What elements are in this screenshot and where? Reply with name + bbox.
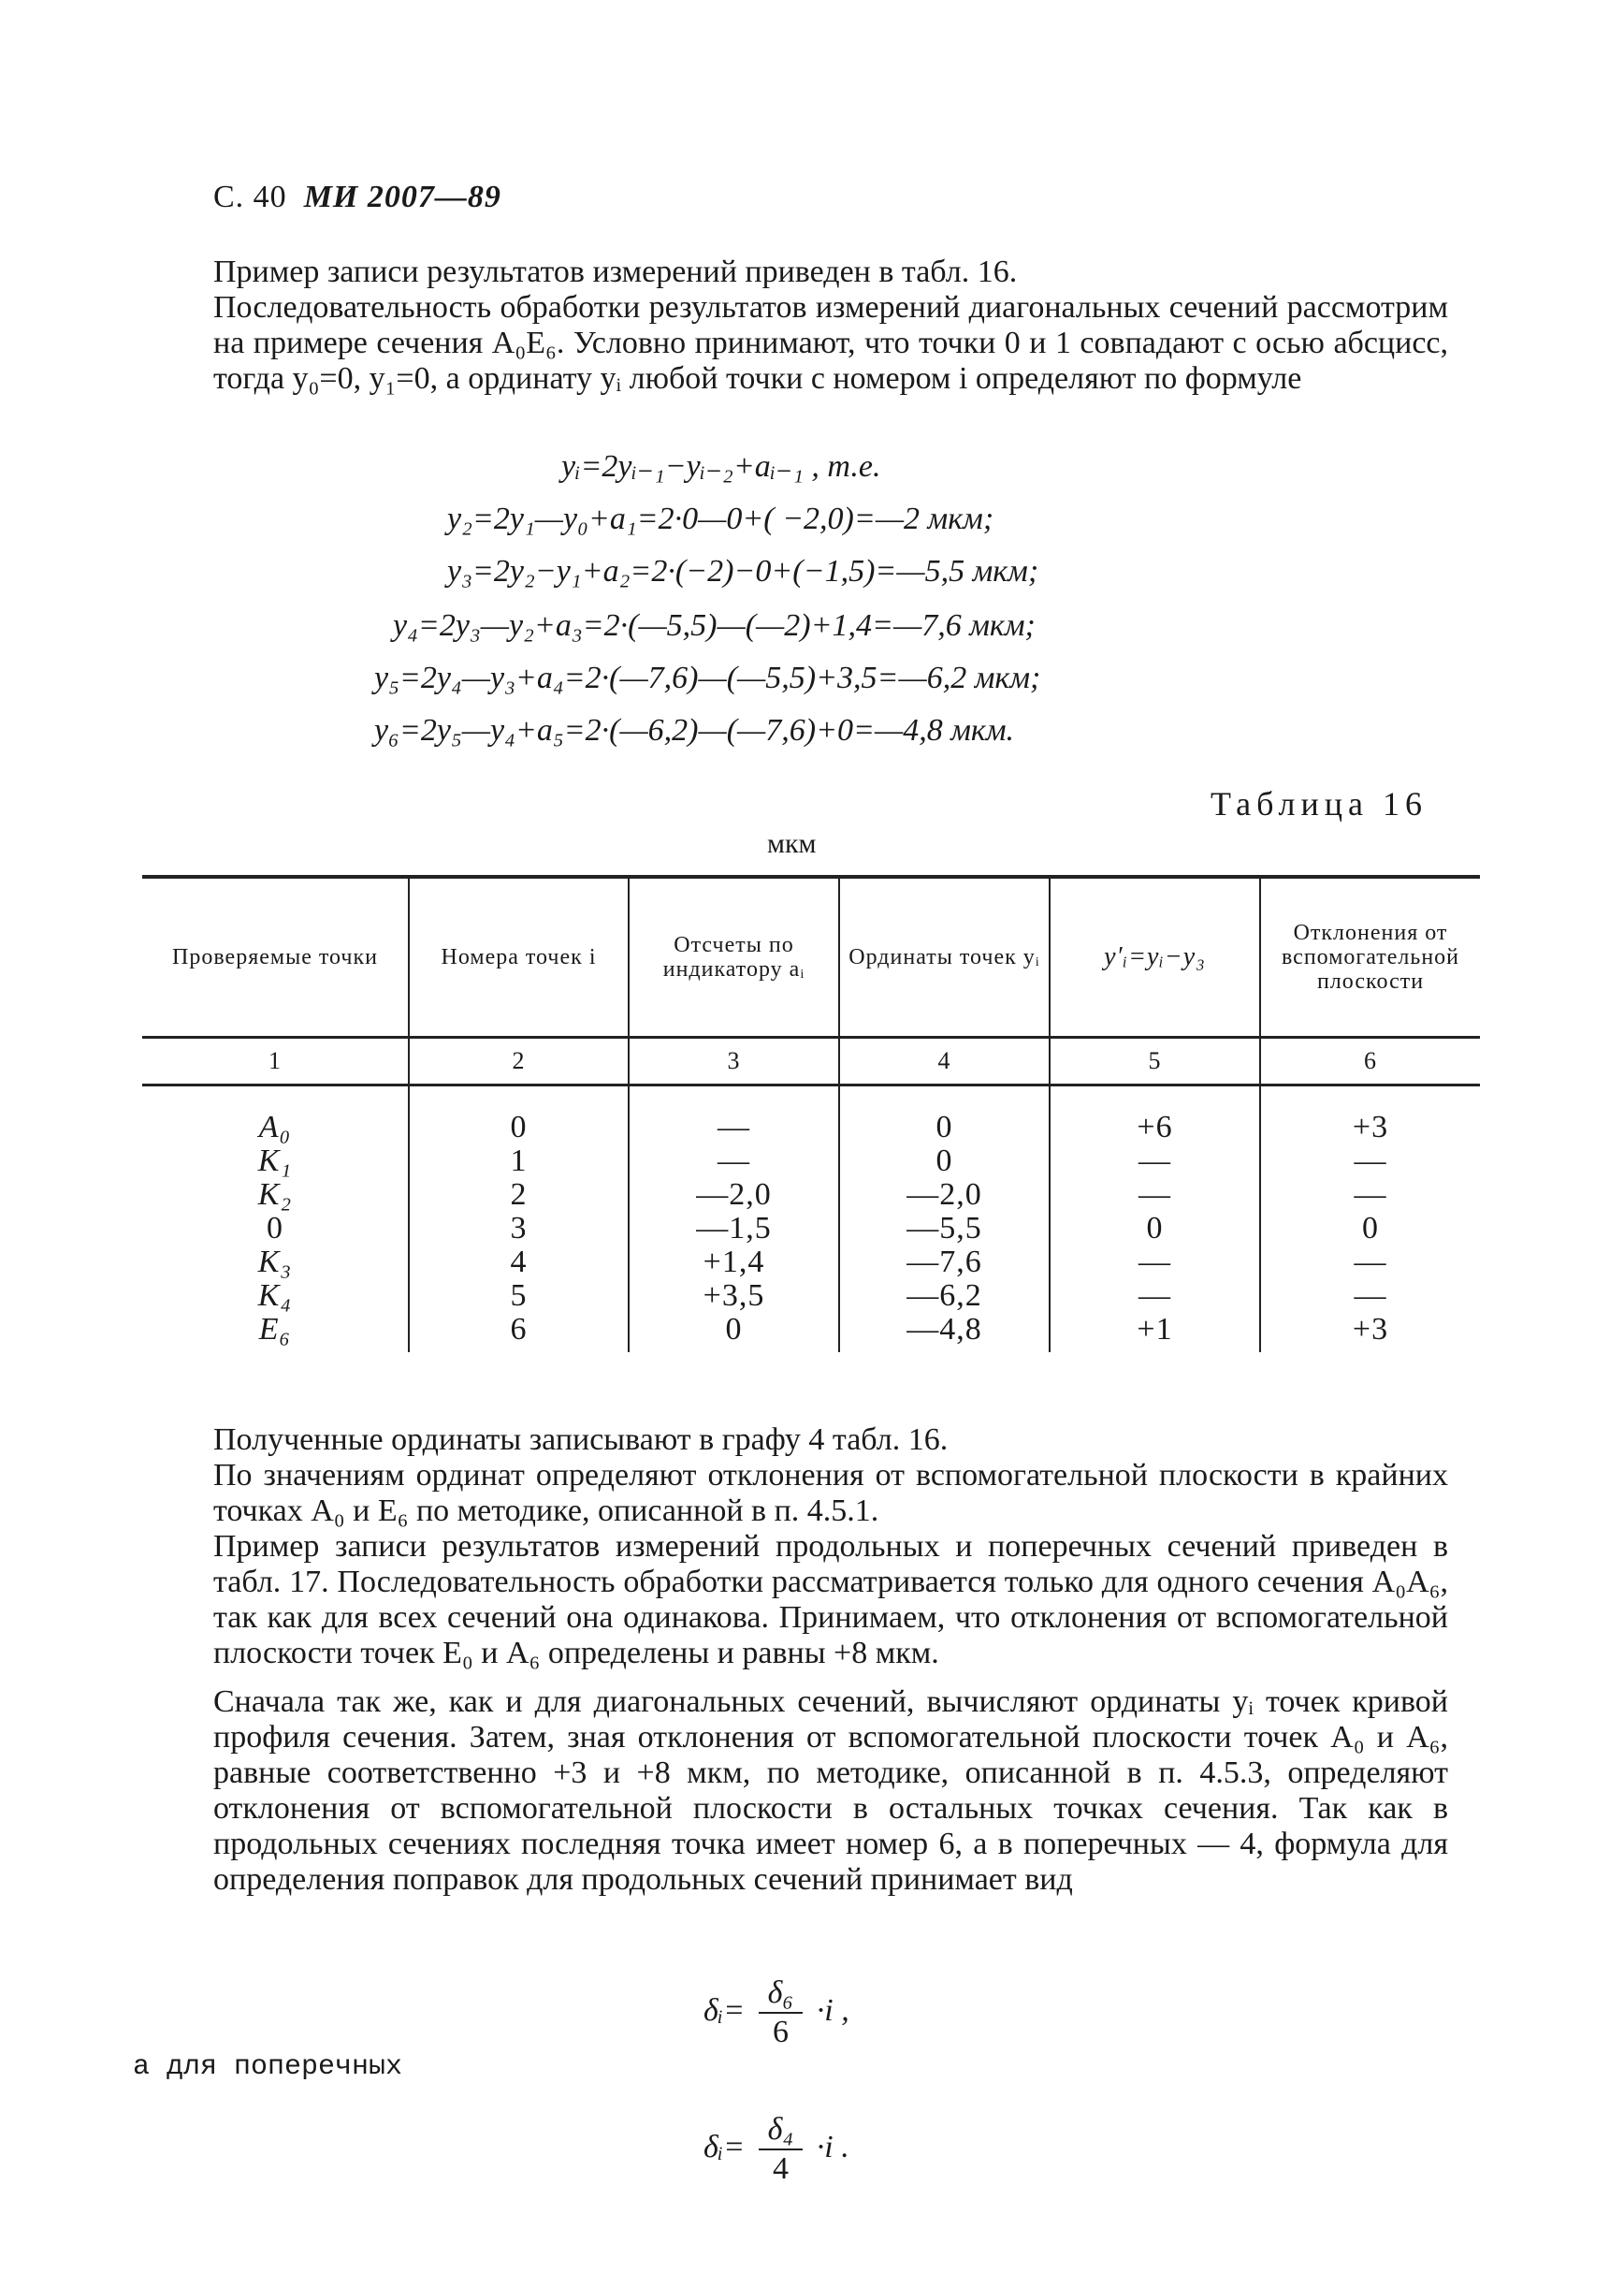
paragraph: Пример записи результатов измерений продольных и поперечных сечений приведен в табл. 17. Последовательность обработки рассматривается только для одного сечения A₀A₆, так как для всех сечений она одинакова. Принимаем, что отклонения от вспомогательной плоскости точек E₀ и A₆ определены и равны +8 мкм. bbox=[213, 1529, 1448, 1670]
table-cell: — bbox=[1354, 1177, 1387, 1212]
column-number: 4 bbox=[839, 1038, 1050, 1085]
header-cell: y′ᵢ=yᵢ−y₃ bbox=[1050, 877, 1260, 1038]
table-cell: K₂ bbox=[257, 1177, 293, 1212]
table-cell: 0 bbox=[1362, 1211, 1379, 1245]
table-cell: 0 bbox=[267, 1211, 283, 1245]
fraction-numerator: δ₄ bbox=[759, 2111, 804, 2150]
table-cell: 6 bbox=[510, 1312, 528, 1347]
table-cell: —7,6 bbox=[906, 1245, 982, 1279]
fraction bbox=[759, 1974, 804, 2051]
column-number: 3 bbox=[629, 1038, 839, 1085]
table-cell: +1,4 bbox=[703, 1245, 765, 1279]
header-cell: Номера точек i bbox=[409, 877, 629, 1038]
fraction-denominator: 6 bbox=[772, 2015, 789, 2049]
page-number: С. 40 bbox=[213, 180, 287, 214]
table-cell: A₀ bbox=[258, 1110, 292, 1144]
transverse-label: а для поперечных bbox=[133, 2051, 403, 2083]
table-cell: K₃ bbox=[257, 1245, 293, 1279]
table-cell: +1 bbox=[1137, 1312, 1173, 1347]
body-text bbox=[213, 1422, 1448, 1898]
fraction bbox=[759, 2111, 804, 2188]
table-unit: мкм bbox=[767, 828, 817, 859]
formula-y6: y₆=2y₅—y₄+a₅=2·(—6,2)—(—7,6)+0=—4,8 мкм. bbox=[374, 713, 1015, 748]
fraction-numerator: δ₆ bbox=[759, 1974, 804, 2014]
table-cell: 0 bbox=[725, 1312, 743, 1347]
table-cell: E₆ bbox=[258, 1312, 292, 1347]
col-points bbox=[142, 1085, 409, 1353]
col-readings bbox=[629, 1085, 839, 1353]
formula-longitudinal bbox=[703, 1974, 849, 2051]
col-ordinates bbox=[839, 1085, 1050, 1353]
table-cell: 3 bbox=[510, 1211, 528, 1245]
formula-lhs: δᵢ= bbox=[703, 1992, 746, 2028]
table-cell: — bbox=[718, 1144, 750, 1178]
formula-y2: y₂=2y₁—y₀+a₁=2·0—0+( −2,0)=—2 мкм; bbox=[447, 502, 994, 536]
table-cell: K₄ bbox=[257, 1278, 293, 1313]
table-cell: +3 bbox=[1352, 1110, 1389, 1144]
formula-y4: y₄=2y₃—y₂+a₃=2·(—5,5)—(—2)+1,4=—7,6 мкм; bbox=[393, 608, 1036, 643]
formula-rhs: ·i . bbox=[816, 2129, 849, 2164]
table-cell: —2,0 bbox=[696, 1177, 772, 1212]
table-cell: 0 bbox=[935, 1144, 953, 1178]
table-cell: 1 bbox=[510, 1144, 528, 1178]
table-cell: — bbox=[718, 1110, 750, 1144]
header-cell: Ординаты точек yᵢ bbox=[839, 877, 1050, 1038]
column-number: 6 bbox=[1260, 1038, 1480, 1085]
table-cell: — bbox=[1138, 1177, 1171, 1212]
table-cell: 5 bbox=[510, 1278, 528, 1313]
formula-rhs: ·i , bbox=[816, 1992, 849, 2028]
table-cell: 0 bbox=[1146, 1211, 1164, 1245]
table-cell: — bbox=[1354, 1245, 1387, 1279]
intro-text bbox=[213, 255, 1448, 397]
header-cell: Отклонения от вспомогательной плоскости bbox=[1260, 877, 1480, 1038]
table-cell: — bbox=[1354, 1278, 1387, 1313]
table-cell: — bbox=[1138, 1278, 1171, 1313]
column-number: 2 bbox=[409, 1038, 629, 1085]
formula-lhs: δᵢ= bbox=[703, 2129, 746, 2164]
table-cell: 4 bbox=[510, 1245, 528, 1279]
table-cell: +6 bbox=[1137, 1110, 1173, 1144]
paragraph: Сначала так же, как и для диагональных сечений, вычисляют ординаты yᵢ точек кривой профиля сечения. Затем, зная отклонения от вспомогательной плоскости точек A₀ и A₆, равные соответственно +3 и +8 мкм, по методике, описанной в п. 4.5.3, определяют отклонения от вспомогательной плоскости в остальных точках сечения. Так как в продольных сечениях последняя точка имеет номер 6, а в поперечных — 4, формула для определения поправок для продольных сечений принимает вид bbox=[213, 1684, 1448, 1897]
column-number: 5 bbox=[1050, 1038, 1260, 1085]
paragraph: Последовательность обработки результатов измерений диагональных сечений рассмотрим на примере сечения A₀E₆. Условно принимают, что точки 0 и 1 совпадают с осью абсцисс, тогда y₀=0, y₁=0, а ординату yᵢ любой точки с номером i определяют по формуле bbox=[213, 290, 1448, 396]
formula-transverse bbox=[703, 2111, 849, 2188]
general-formula: yᵢ=2yᵢ₋₁−yᵢ₋₂+aᵢ₋₁ , т.е. bbox=[561, 449, 881, 484]
table-body bbox=[142, 1085, 1480, 1353]
page-header bbox=[213, 180, 501, 215]
table-caption: Таблица 16 bbox=[1211, 785, 1428, 823]
header-cell: Отсчеты по индикатору aᵢ bbox=[629, 877, 839, 1038]
table-cell: —6,2 bbox=[906, 1278, 982, 1313]
table-cell: 2 bbox=[510, 1177, 528, 1212]
table-cell: —2,0 bbox=[906, 1177, 982, 1212]
document-code: МИ 2007—89 bbox=[303, 180, 501, 214]
paragraph: Пример записи результатов измерений приведен в табл. 16. bbox=[213, 255, 1018, 289]
table-cell: +3 bbox=[1352, 1312, 1389, 1347]
formula-y3: y₃=2y₂−y₁+a₂=2·(−2)−0+(−1,5)=—5,5 мкм; bbox=[447, 554, 1039, 589]
table-cell: K₁ bbox=[257, 1144, 293, 1178]
col-deviations bbox=[1260, 1085, 1480, 1353]
table-16 bbox=[142, 875, 1480, 1352]
table-cell: — bbox=[1138, 1144, 1171, 1178]
table-cell: —5,5 bbox=[906, 1211, 982, 1245]
col-shifted bbox=[1050, 1085, 1260, 1353]
table-cell: 0 bbox=[935, 1110, 953, 1144]
fraction-denominator: 4 bbox=[772, 2151, 789, 2186]
column-number: 1 bbox=[142, 1038, 409, 1085]
table-cell: 0 bbox=[510, 1110, 528, 1144]
table-cell: — bbox=[1138, 1245, 1171, 1279]
paragraph: По значениям ординат определяют отклонения от вспомогательной плоскости в крайних точках A₀ и E₆ по методике, описанной в п. 4.5.1. bbox=[213, 1458, 1448, 1528]
table-cell: — bbox=[1354, 1144, 1387, 1178]
col-numbers bbox=[409, 1085, 629, 1353]
formula-y5: y₅=2y₄—y₃+a₄=2·(—7,6)—(—5,5)+3,5=—6,2 мкм; bbox=[374, 661, 1041, 695]
table-cell: —1,5 bbox=[696, 1211, 772, 1245]
paragraph: Полученные ординаты записывают в графу 4 табл. 16. bbox=[213, 1422, 949, 1457]
table-cell: —4,8 bbox=[906, 1312, 982, 1347]
table-cell: +3,5 bbox=[703, 1278, 765, 1313]
header-cell: Проверяемые точки bbox=[142, 877, 409, 1038]
